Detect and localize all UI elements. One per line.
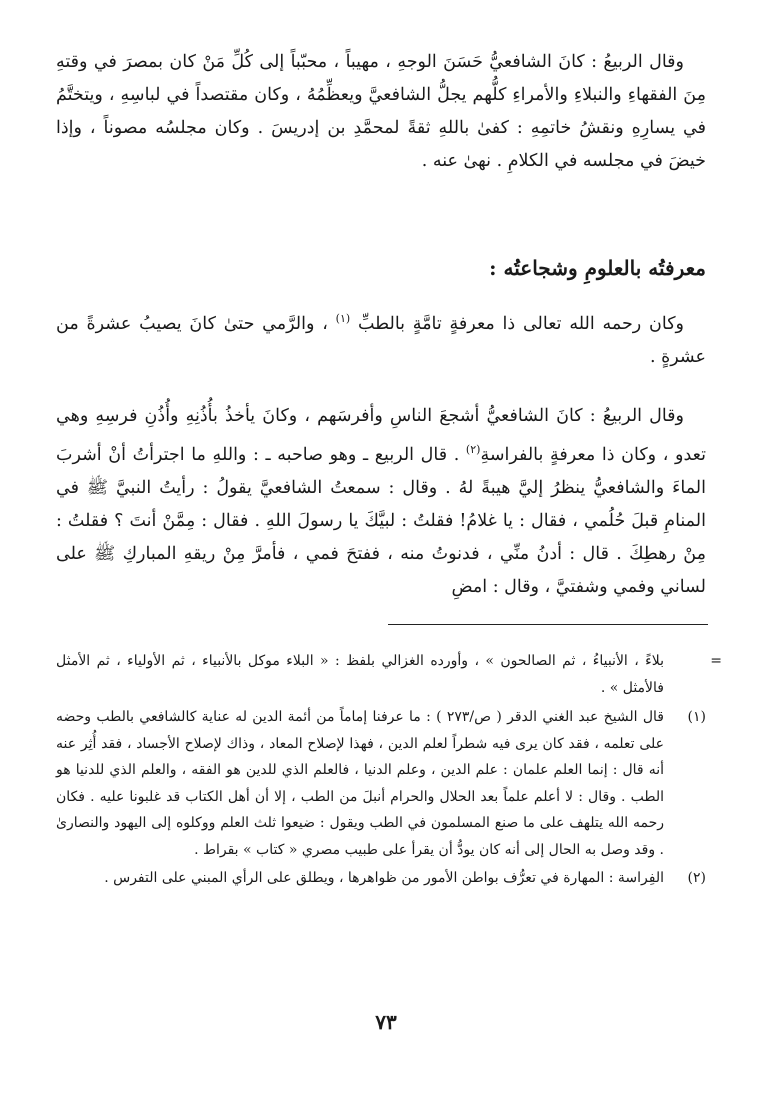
footnote-text: بلاءً ، الأنبياءُ ، ثم الصالحون » ، وأورده الغزالي بلفظ : « البلاء موكل بالأنبياء ، ثم الأولياء ، ثم الأمثل فالأمثل » .	[56, 653, 664, 696]
continuation-mark: =	[710, 653, 722, 669]
footnotes	[56, 648, 722, 892]
paragraph-text: وكان رحمه الله تعالى ذا معرفةٍ تامَّةٍ بالطبِّ	[357, 313, 684, 334]
footnote-continuation	[56, 648, 722, 701]
paragraph-medicine	[56, 302, 706, 374]
paragraph-rabi-description	[56, 46, 706, 178]
footnote-number: (٢)	[687, 870, 706, 886]
paragraph-text: وقال الربيعُ : كانَ الشافعيُّ حَسَنَ الوجهِ ، مهيباً ، محبّباً إلى كُلِّ مَنْ كان بمصرَ في وقتهِ مِنَ الفقهاءِ والنبلاءِ والأمراءِ كلُّهم يجلُّ الشافعيَّ ويعظِّمُهُ ، وكان مقتصداً في لباسِهِ ، ويتختَّمُ في يسارِهِ ونقشُ خاتمِهِ : كفىٰ باللهِ ثقةً لمحمَّدِ بن إدريسَ . وكان مجلسُه مصوناً ، وإذا خيضَ في مجلسه في الكلامِ . نهىٰ عنه .	[56, 52, 706, 171]
footnote-1	[56, 704, 706, 863]
page-number: ٧٣	[375, 1010, 397, 1034]
paragraph-courage	[56, 400, 706, 604]
footnote-2	[56, 865, 706, 892]
paragraph-text: وقال الربيعُ : كانَ الشافعيُّ أشجعَ الناسِ وأفرسَهم ، وكانَ يأخذُ بأُذُنِهِ وأُذُنِ فرسِهِ وهي تعدو ، وكان ذا معرفةٍ بالفراسةِ	[56, 406, 706, 465]
footnote-ref-2[interactable]: (٢)	[465, 443, 481, 456]
footnote-ref-1[interactable]: (١)	[335, 312, 351, 325]
paragraph-text: ، والرَّمي حتىٰ كانَ يصيبُ عشرةً من عشرةٍ .	[56, 313, 706, 367]
section-heading: معرفتُه بالعلومِ وشجاعتُه :	[489, 256, 706, 280]
footnote-divider	[388, 624, 708, 625]
footnote-number: (١)	[687, 709, 706, 725]
paragraph-text: . قال الربيع ـ وهو صاحبه ـ : واللهِ ما اجترأتُ أنْ أشربَ الماءَ والشافعيُّ ينظرُ إليَّ هيبةً لهُ . وقال : سمعتُ الشافعيَّ يقولُ : رأيتُ النبيَّ ﷺ في المنامِ قبلَ حُلُمي ، فقال : يا غلامُ! فقلتُ : لبيَّكَ يا رسولَ اللهِ . فقال : مِمَّنْ أنتَ ؟ فقلتُ : مِنْ رهطِكَ . قال : أدنُ منِّي ، فدنوتُ منه ، ففتحَ فمي ، فأمرَّ مِنْ ريقهِ المباركِ ﷺ على لساني وفمي وشفتيَّ ، وقال : امضِ	[56, 444, 706, 597]
footnote-text: الفِراسة : المهارة في تعرُّف بواطن الأمور من ظواهرها ، ويطلق على الرأي المبني على التفرس .	[104, 870, 664, 886]
footnote-text: قال الشيخ عبد الغني الدقر ( ص/٢٧٣ ) : ما عرفنا إماماً من أئمة الدين له عناية كالشافعي بالطب وحضه على تعلمه ، فقد كان يرى فيه شطراً لعلم الدين ، فهذا لإصلاح المعاد ، وذاك لإصلاح الأجساد ، فقد أُثِر عنه أنه قال : إنما العلم علمان : علم الدين ، وعلم الدنيا ، فالعلم الذي للدين هو الفقه ، والعلم الذي للدنيا هو الطب . وقال : لا أعلم علماً بعد الحلال والحرام أنبلَ من الطب ، إلا أن أهل الكتاب قد غلبونا عليه . فكان رحمه الله يتلهف على ما صنع المسلمون في الطب ويقول : ضيعوا ثلث العلم ووكلوه إلى اليهود والنصارىٰ . وقد وصل به الحال إلى أنه كان يودُّ أن يقرأ على طبيب مصري « كتاب » بقراط .	[56, 709, 664, 858]
